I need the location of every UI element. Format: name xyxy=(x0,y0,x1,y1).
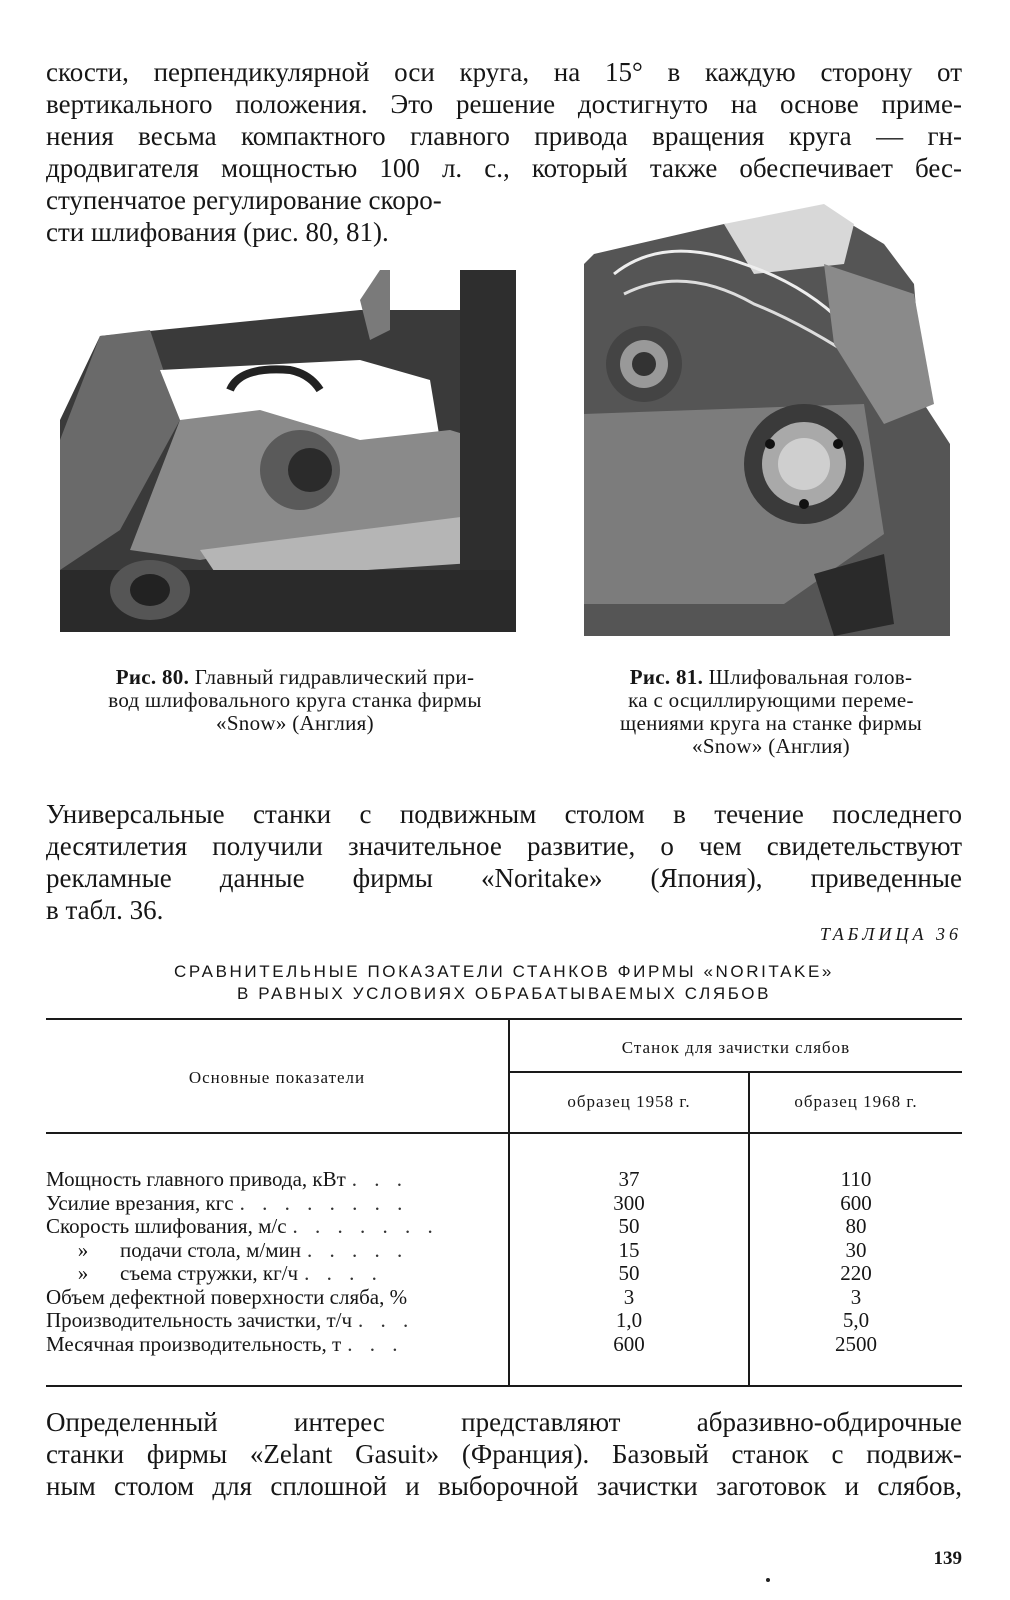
table-title-line: В РАВНЫХ УСЛОВИЯХ ОБРАБАТЫВАЕМЫХ СЛЯБОВ xyxy=(236,984,772,1003)
text-line: нения весьма компактного главного привода вращения круга — гн- xyxy=(46,121,962,151)
row-label: съема стружки, кг/ч xyxy=(120,1261,299,1285)
header-machine-group: Станок для зачистки слябов xyxy=(621,1038,851,1057)
table-header-rule xyxy=(46,1132,962,1134)
caption-line: щениями круга на станке фирмы xyxy=(619,711,922,735)
paragraph-noritake xyxy=(46,798,962,926)
caption-line: вод шлифовального круга станка фирмы xyxy=(108,688,482,712)
leader-dots: . . . . . . . xyxy=(292,1215,439,1238)
caption-line: «Snow» (Англия) xyxy=(692,734,850,758)
cell-1968: 80 xyxy=(845,1214,867,1238)
column-1958-values xyxy=(510,1168,748,1356)
figure-81-caption xyxy=(582,666,960,758)
caption-line: Шлифовальная голов- xyxy=(703,665,913,689)
table-subheader-rule xyxy=(510,1071,962,1073)
text-line: десятилетия получили значительное развитие, о чем свидетельствуют xyxy=(46,831,962,861)
table-top-rule xyxy=(46,1018,962,1020)
cell-1958: 300 xyxy=(613,1190,645,1215)
column-1968-values xyxy=(750,1168,962,1356)
cell-1958: 1,0 xyxy=(615,1308,643,1332)
cell-1968: 3 xyxy=(850,1284,862,1309)
header-indicators: Основные показатели xyxy=(188,1068,366,1087)
row-label: подачи стола, м/мин xyxy=(120,1237,301,1262)
cell-1958: 37 xyxy=(618,1167,640,1191)
table-row xyxy=(46,1239,506,1263)
page-number: 139 xyxy=(933,1548,962,1569)
figure-81-photo xyxy=(584,204,950,636)
text-line: ступенчатое регулирование скоро- xyxy=(46,185,442,215)
table-bottom-rule xyxy=(46,1385,962,1387)
text-line: сти шлифования (рис. 80, 81). xyxy=(46,217,389,247)
cell-1968: 110 xyxy=(840,1167,872,1191)
cell-1968: 220 xyxy=(840,1261,872,1285)
caption-line: ка с осциллирующими переме- xyxy=(628,688,914,712)
ditto-mark: » xyxy=(77,1237,89,1262)
leader-dots: . . . xyxy=(347,1332,404,1356)
cell-1968: 2500 xyxy=(835,1331,877,1356)
figure-80-caption xyxy=(60,666,530,735)
figure-80-photo xyxy=(60,270,516,632)
table-row xyxy=(46,1168,506,1192)
table-title-line: СРАВНИТЕЛЬНЫЕ ПОКАЗАТЕЛИ СТАНКОВ ФИРМЫ «NORITAKE» xyxy=(174,962,834,981)
table-row xyxy=(46,1215,506,1239)
caption-line: Главный гидравлический при- xyxy=(189,665,475,689)
table-label: ТАБЛИЦА 36 xyxy=(819,924,962,944)
leader-dots: . . . . . xyxy=(306,1238,409,1262)
cell-1958: 50 xyxy=(618,1214,640,1238)
row-label: Объем дефектной поверхности сляба, % xyxy=(46,1284,408,1309)
text-line: Универсальные станки с подвижным столом в течение последнего xyxy=(46,799,962,829)
cell-1968: 30 xyxy=(845,1237,867,1262)
table-row xyxy=(46,1286,506,1310)
table-title xyxy=(46,961,962,1005)
figure-81-label: Рис. 81. xyxy=(629,665,704,689)
cell-1958: 15 xyxy=(618,1237,640,1262)
caption-line: «Snow» (Англия) xyxy=(216,711,374,735)
table-row xyxy=(46,1262,506,1286)
table-row-labels xyxy=(46,1168,506,1356)
cell-1958: 600 xyxy=(613,1331,645,1356)
text-line: в табл. 36. xyxy=(46,895,164,925)
row-label: Производительность зачистки, т/ч xyxy=(46,1308,353,1332)
text-line: рекламные данные фирмы «Noritake» (Япония), приведенные xyxy=(46,863,962,893)
table-row xyxy=(46,1192,506,1216)
leader-dots: . . . xyxy=(351,1168,409,1191)
row-label: Месячная производительность, т xyxy=(46,1331,342,1356)
row-label: Усилие врезания, кгс xyxy=(46,1190,234,1215)
print-speck xyxy=(766,1578,770,1582)
text-line: дродвигателя мощностью 100 л. с., который также обеспечивает бес- xyxy=(46,153,962,183)
row-label: Скорость шлифования, м/с xyxy=(46,1214,287,1238)
text-line: Определенный интерес представляют абразивно-обдирочные xyxy=(46,1407,962,1437)
paragraph-zelant xyxy=(46,1406,962,1502)
text-line: станки фирмы «Zelant Gasuit» (Франция). Базовый станок с подвиж- xyxy=(46,1439,962,1469)
table-vertical-rule xyxy=(508,1018,510,1132)
cell-1968: 5,0 xyxy=(842,1308,870,1332)
ditto-mark: » xyxy=(77,1261,89,1285)
leader-dots: . . . . xyxy=(304,1262,383,1285)
cell-1968: 600 xyxy=(840,1190,872,1215)
header-1958: образец 1958 г. xyxy=(567,1092,691,1111)
cell-1958: 50 xyxy=(618,1261,640,1285)
table-row xyxy=(46,1309,506,1333)
leader-dots: . . . xyxy=(358,1309,415,1332)
table-row xyxy=(46,1333,506,1357)
header-1968: образец 1968 г. xyxy=(794,1092,918,1111)
text-line: ным столом для сплошной и выборочной зачистки заготовок и слябов, xyxy=(46,1471,962,1501)
leader-dots: . . . . . . . . xyxy=(239,1191,409,1215)
figure-80-label: Рис. 80. xyxy=(115,665,190,689)
row-label: Мощность главного привода, кВт xyxy=(46,1167,346,1191)
text-line: вертикального положения. Это решение достигнуто на основе приме- xyxy=(46,89,962,119)
text-line: скости, перпендикулярной оси круга, на 15° в каждую сторону от xyxy=(46,57,962,87)
cell-1958: 3 xyxy=(623,1284,635,1309)
